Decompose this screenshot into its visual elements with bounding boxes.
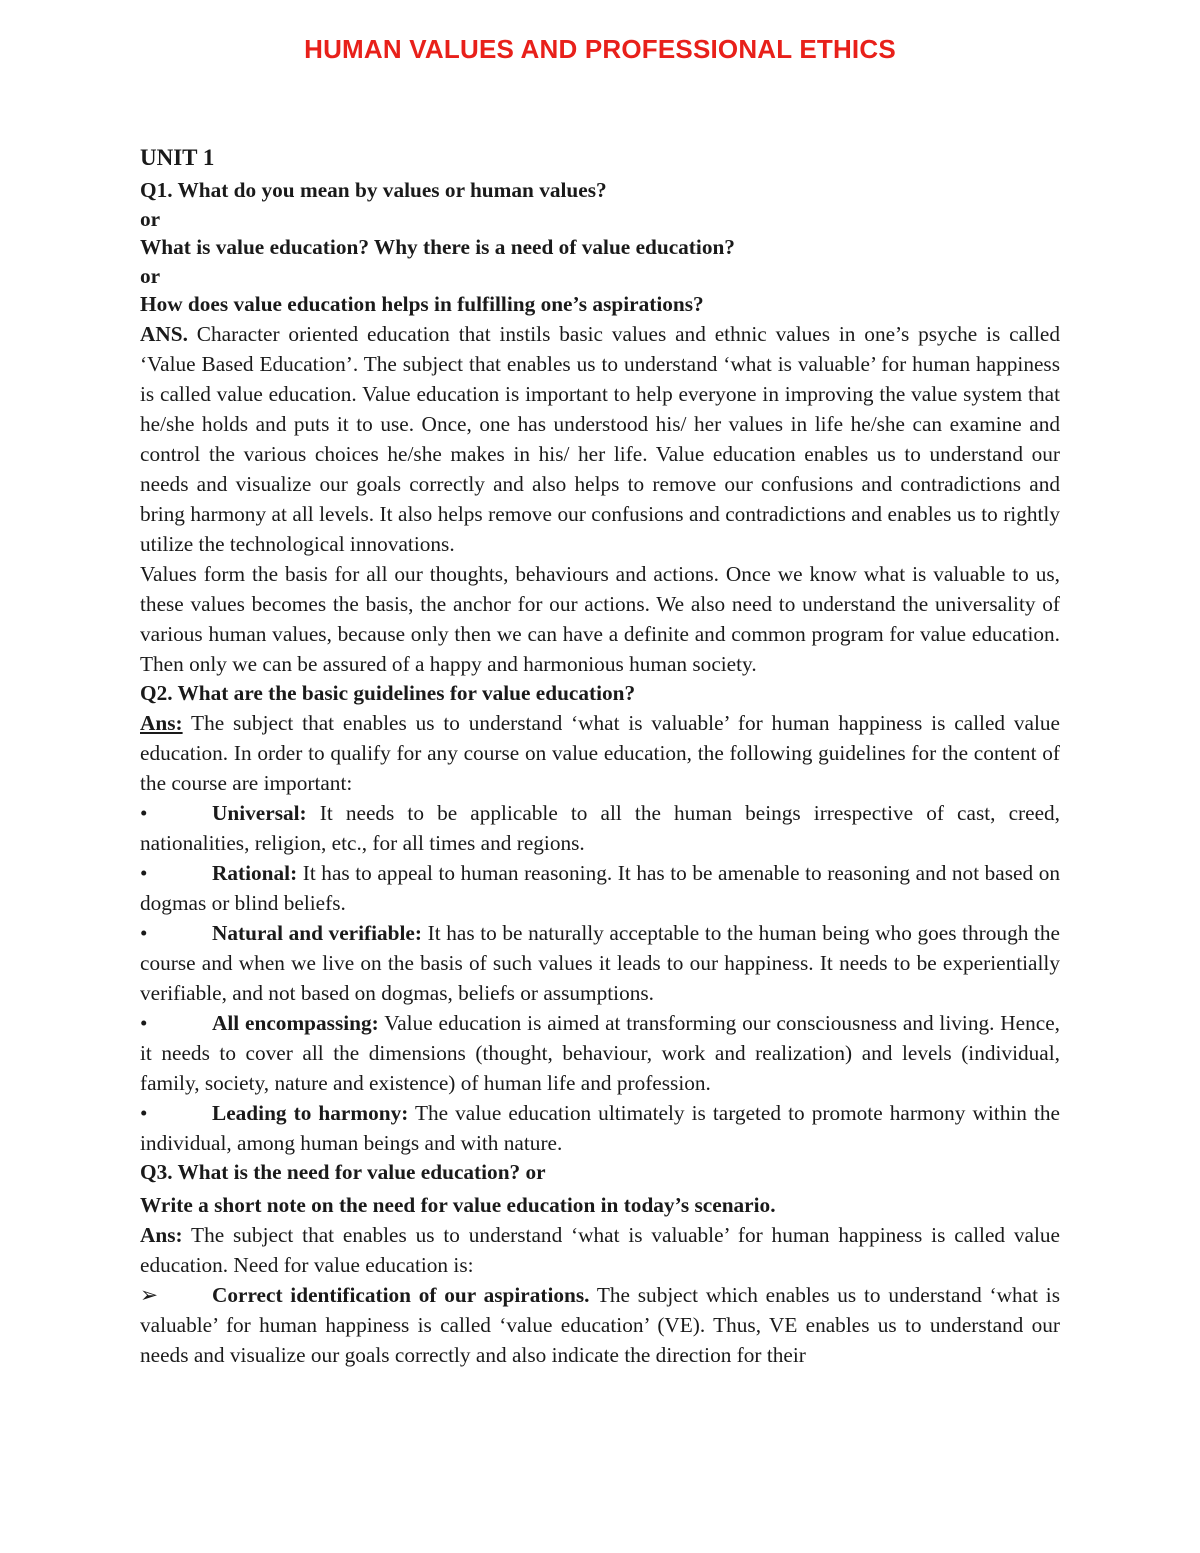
q1-answer-text: Character oriented education that instils basic values and ethnic values in one’s psyche is called ‘Value Based Education’. The subject that enables us to understand ‘what is valuable’ for human happiness is called value education. Value education is important to help everyone in improving the value system that he/she holds and puts it to use. Once, one has understood his/ her values in life he/she can examine and control the various choices he/she makes in his/ her life. Value education enables us to understand our needs and visualize our goals correctly and also helps to remove our confusions and contradictions and bring harmony at all levels. It also helps remove our confusions and contradictions and enables us to rightly utilize the technological innovations.: [140, 322, 1060, 556]
unit-heading: UNIT 1: [140, 145, 215, 170]
q1-or-1: or: [140, 207, 161, 231]
q2-answer-label: Ans:: [140, 711, 183, 735]
q2-bullet-natural: [140, 918, 1060, 1008]
q3-answer: [140, 1220, 1060, 1280]
q2-answer: [140, 708, 1060, 798]
q3-question-line-2: Write a short note on the need for value education in today’s scenario.: [140, 1193, 776, 1217]
bullet-term: All encompassing:: [212, 1011, 379, 1035]
bullet-text: It needs to be applicable to all the human beings irrespective of cast, creed, nationalities, religion, etc., for all times and regions.: [140, 801, 1060, 855]
bullet-text: Value education is aimed at transforming our consciousness and living. Hence, it needs to cover all the dimensions (thought, behaviour, work and realization) and levels (individual, family, society, nature and existence) of human life and profession.: [140, 1011, 1060, 1095]
q1-or-2: or: [140, 264, 161, 288]
bullet-term: Universal:: [212, 801, 307, 825]
q1-answer: [140, 319, 1060, 559]
q3-answer-label: Ans:: [140, 1223, 183, 1247]
document-body: [140, 140, 1060, 1370]
point-text: The subject which enables us to understand ‘what is valuable’ for human happiness is called ‘value education’ (VE). Thus, VE enables us to understand our needs and visualize our goals correctly and also indicate the direction for their: [140, 1283, 1060, 1367]
bullet-marker: •: [140, 861, 148, 885]
arrow-bullet-icon: ➢: [140, 1283, 158, 1307]
bullet-text: It has to appeal to human reasoning. It has to be amenable to reasoning and not based on dogmas or blind beliefs.: [140, 861, 1060, 915]
bullet-term: Natural and verifiable:: [212, 921, 422, 945]
q2-bullet-universal: [140, 798, 1060, 858]
q1-question-line-2: What is value education? Why there is a need of value education?: [140, 235, 735, 259]
q3-point-aspirations: [140, 1280, 1060, 1370]
q2-bullet-all-encompassing: [140, 1008, 1060, 1098]
bullet-marker: •: [140, 801, 148, 825]
q1-question-line-1: Q1. What do you mean by values or human values?: [140, 178, 607, 202]
point-term: Correct identification of our aspirations.: [212, 1283, 590, 1307]
q2-question: Q2. What are the basic guidelines for value education?: [140, 681, 636, 705]
bullet-term: Rational:: [212, 861, 298, 885]
q2-answer-text: The subject that enables us to understand ‘what is valuable’ for human happiness is called value education. In order to qualify for any course on value education, the following guidelines for the content of the course are important:: [140, 711, 1060, 795]
bullet-text: It has to be naturally acceptable to the human being who goes through the course and when we live on the basis of such values it leads to our happiness. It needs to be experientially verifiable, and not based on dogmas, beliefs or assumptions.: [140, 921, 1060, 1005]
bullet-marker: •: [140, 1011, 148, 1035]
bullet-text: The value education ultimately is targeted to promote harmony within the individual, among human beings and with nature.: [140, 1101, 1060, 1155]
q3-answer-text: The subject that enables us to understand ‘what is valuable’ for human happiness is called value education. Need for value education is:: [140, 1223, 1060, 1277]
q1-answer-label: ANS.: [140, 322, 188, 346]
q1-question-line-3: How does value education helps in fulfilling one’s aspirations?: [140, 292, 704, 316]
q3-question-line-1: Q3. What is the need for value education? or: [140, 1160, 546, 1184]
bullet-marker: •: [140, 1101, 148, 1125]
document-title: HUMAN VALUES AND PROFESSIONAL ETHICS: [304, 34, 896, 64]
q2-bullet-rational: [140, 858, 1060, 918]
q2-bullet-harmony: [140, 1098, 1060, 1158]
q1-answer-paragraph-2: Values form the basis for all our thoughts, behaviours and actions. Once we know what is valuable to us, these values becomes the basis, the anchor for our actions. We also need to understand the universality of various human values, because only then we can have a definite and common program for value education. Then only we can be assured of a happy and harmonious human society.: [140, 562, 1060, 676]
bullet-marker: •: [140, 921, 148, 945]
bullet-term: Leading to harmony:: [212, 1101, 409, 1125]
